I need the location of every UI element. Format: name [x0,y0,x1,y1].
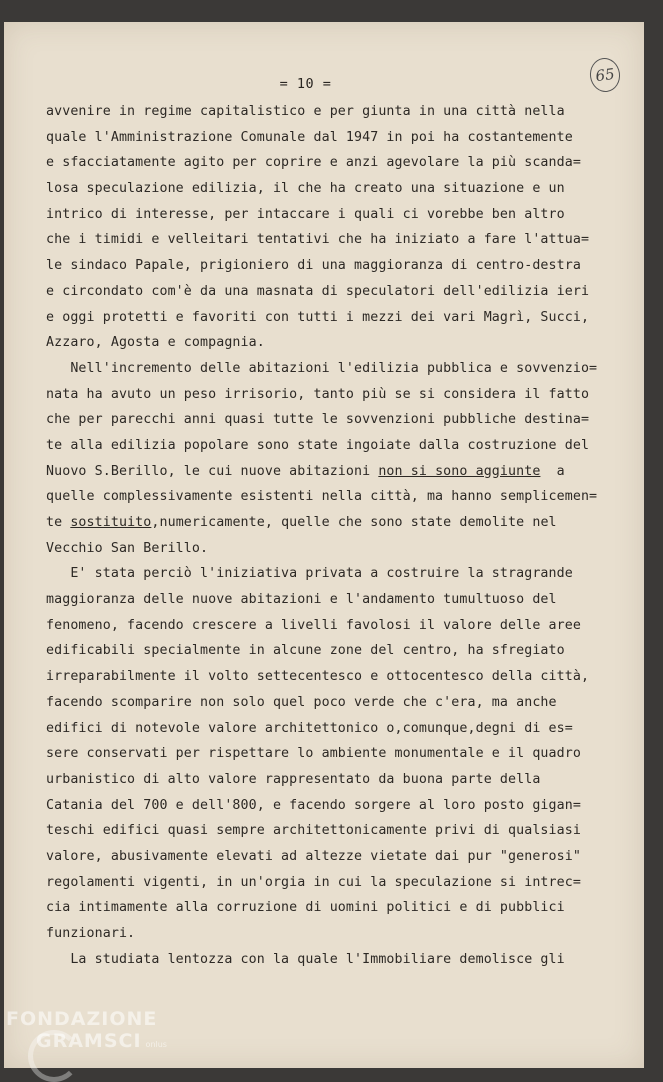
text-line: edifici di notevole valore architettonico o,comunque,degni di es= [46,720,573,736]
text-line: e oggi protetti e favoriti con tutti i mezzi dei vari Magrì, Succi, [46,309,590,325]
text-line: La studiata lentozza con la quale l'Immobiliare demolisce gli [46,951,565,967]
text-line: losa speculazione edilizia, il che ha creato una situazione e un [46,181,565,197]
text-line: urbanistico di alto valore rappresentato da buona parte della [46,771,541,787]
document-body [46,99,621,972]
text-line: quale l'Amministrazione Comunale dal 1947 in poi ha costantemente [46,129,573,145]
text-line: maggioranza delle nuove abitazioni e l'andamento tumultuoso del [46,592,557,608]
text-line: Azzaro, Agosta e compagnia. [46,335,265,351]
text-line: Vecchio San Berillo. [46,540,209,556]
text-line: facendo scomparire non solo quel poco verde che c'era, ma anche [46,694,557,710]
text-line: quelle complessivamente esistenti nella città, ma hanno semplicemen= [46,489,598,505]
text-line: nata ha avuto un peso irrisorio, tanto più se si considera il fatto [46,386,590,402]
text-line: e sfacciatamente agito per coprire e anzi agevolare la più scanda= [46,155,581,171]
text-line: regolamenti vigenti, in un'orgia in cui la speculazione si intrec= [46,874,581,890]
text-line: Catania del 700 e dell'800, e facendo sorgere al loro posto gigan= [46,797,581,813]
text-line: te alla edilizia popolare sono state ingoiate dalla costruzione del [46,437,590,453]
text-line: fenomeno, facendo crescere a livelli favolosi il valore delle aree [46,617,581,633]
text-line: E' stata perciò l'iniziativa privata a costruire la stragrande [46,566,573,582]
text-line: sere conservati per rispettare lo ambiente monumentale e il quadro [46,746,581,762]
text-line: valore, abusivamente elevati ad altezze vietate dai pur "generosi" [46,848,581,864]
text-line: edificabili specialmente in alcune zone del centro, ha sfregiato [46,643,565,659]
text-line: e circondato com'è da una masnata di speculatori dell'edilizia ieri [46,283,590,299]
text-line: cia intimamente alla corruzione di uomini politici e di pubblici [46,900,565,916]
text-line: intrico di interesse, per intaccare i quali ci vorebbe ben altro [46,206,565,222]
text-line: avvenire in regime capitalistico e per giunta in una città nella [46,104,565,119]
text-line: che per parecchi anni quasi tutte le sovvenzioni pubbliche destina= [46,412,590,428]
page-header: = 10 = [279,76,332,92]
text-line: le sindaco Papale, prigioniero di una maggioranza di centro-destra [46,258,581,274]
text-line: Nell'incremento delle abitazioni l'edilizia pubblica e sovvenzio= [46,360,598,376]
underlined-word: sostituito [70,515,152,530]
underlined-phrase: non si sono aggiunte [378,463,541,479]
text-line: Nuovo S.Berillo, le cui nuove abitazioni non si sono aggiunte a [46,463,565,479]
text-line: irreparabilmente il volto settecentesco e ottocentesco della città, [46,669,590,685]
text-line: teschi edifici quasi sempre architettonicamente privi di qualsiasi [46,823,581,839]
watermark-line1: FONDAZIONE [6,1008,158,1030]
watermark-line2: GRAMSCI onlus [36,1030,167,1052]
watermark [6,1008,167,1056]
text-line: funzionari. [46,926,136,941]
text-line: te sostituito,numericamente, quelle che sono state demolite nel [46,515,557,530]
handwritten-page-number: 65 [588,56,622,94]
text-line: che i timidi e velleitari tentativi che ha iniziato a fare l'attua= [46,232,590,248]
